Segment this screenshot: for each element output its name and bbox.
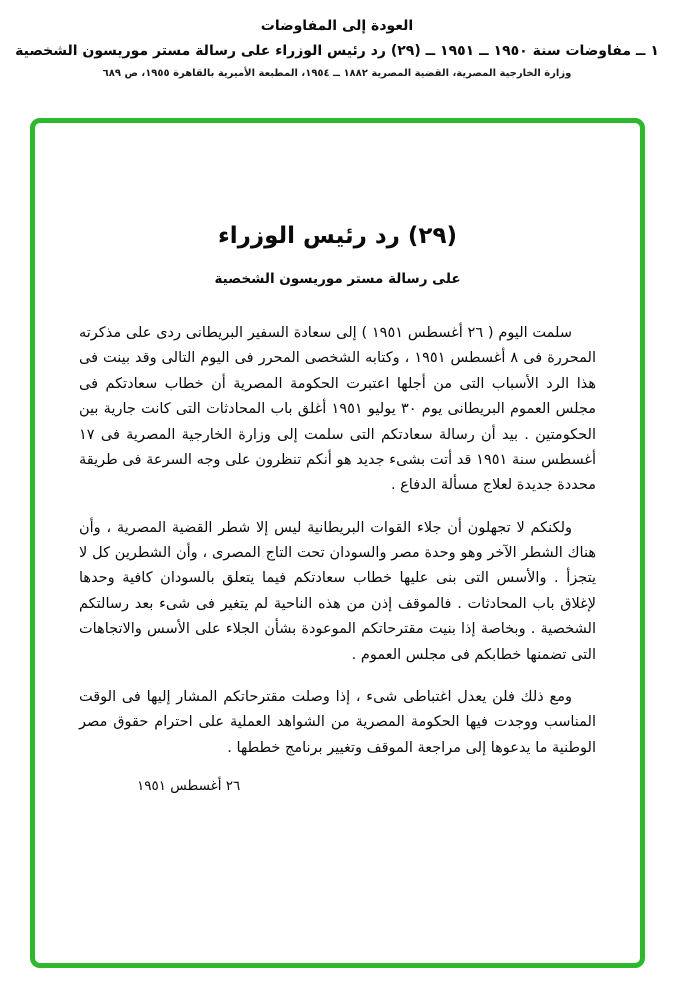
document-paragraph: سلمت اليوم ( ٢٦ أغسطس ١٩٥١ ) إلى سعادة السفير البريطانى ردى على مذكرته المحررة فى ٨ أغسطس ١٩٥١ ، وكتابه الشخصى المحرر فى اليوم التالى وقد بينت فى هذا الرد الأسباب التى من أجلها اعتبرت الحكومة المصرية أن خطاب سعادتكم فى مجلس العموم البريطانى يوم ٣٠ يوليو ١٩٥١ أغلق باب المحادثات التى كانت جارية بين الحكومتين . بيد أن رسالة سعادتكم التى سلمت إلى وزارة الخارجية المصرية فى ١٧ أغسطس سنة ١٩٥١ قد أتت بشىء جديد هو أنكم تنظرون على وجه السرعة فى طريقة محددة جديدة لعلاج مسألة الدفاع . <box>79 325 596 494</box>
header-document-heading: ١ ــ مفاوضات سنة ١٩٥٠ ــ ١٩٥١ ــ (٢٩) رد رئيس الوزراء على رسالة مستر موريسون الشخصية <box>15 43 659 59</box>
document-body <box>79 321 596 761</box>
document-title: (٢٩) رد رئيس الوزراء <box>217 223 457 249</box>
document-date: ٢٦ أغسطس ١٩٥١ <box>137 778 241 794</box>
header-back-title: العودة إلى المفاوضات <box>260 18 414 34</box>
document-subtitle: على رسالة مستر موريسون الشخصية <box>214 271 461 287</box>
document-scan-frame <box>30 118 645 968</box>
document-page <box>35 123 640 794</box>
page-header <box>0 0 674 79</box>
document-paragraph: ولكنكم لا تجهلون أن جلاء القوات البريطانية ليس إلا شطر القضية المصرية ، وأن هناك الشطر الآخر وهو وحدة مصر والسودان تحت التاج المصرى ، وأن الشطرين كل لا يتجزأ . والأسس التى بنى عليها خطاب سعادتكم فيما يتعلق بالسودان كافية وحدها لإغلاق باب المحادثات . فالموقف إذن من هذه الناحية لم يتغير فى شىء بعد رسالتكم الشخصية . وبخاصة إذا بنيت مقترحاتكم الموعودة بشأن الجلاء على الأسس والاتجاهات التى تضمنها خطابكم فى مجلس العموم . <box>79 519 596 663</box>
document-paragraph: ومع ذلك فلن يعدل اغتباطى شىء ، إذا وصلت مقترحاتكم المشار إليها فى الوقت المناسب ووجدت فيها الحكومة المصرية من الشواهد العملية على احترام حقوق مصر الوطنية ما يدعوها إلى مراجعة الموقف وتغيير برنامج خططها . <box>79 688 596 756</box>
header-source-citation: وزارة الخارجية المصرية، القضية المصرية ١٨٨٢ ــ ١٩٥٤، المطبعة الأميرية بالقاهرة ١٩٥٥، ص ٦٨٩ <box>102 68 572 79</box>
